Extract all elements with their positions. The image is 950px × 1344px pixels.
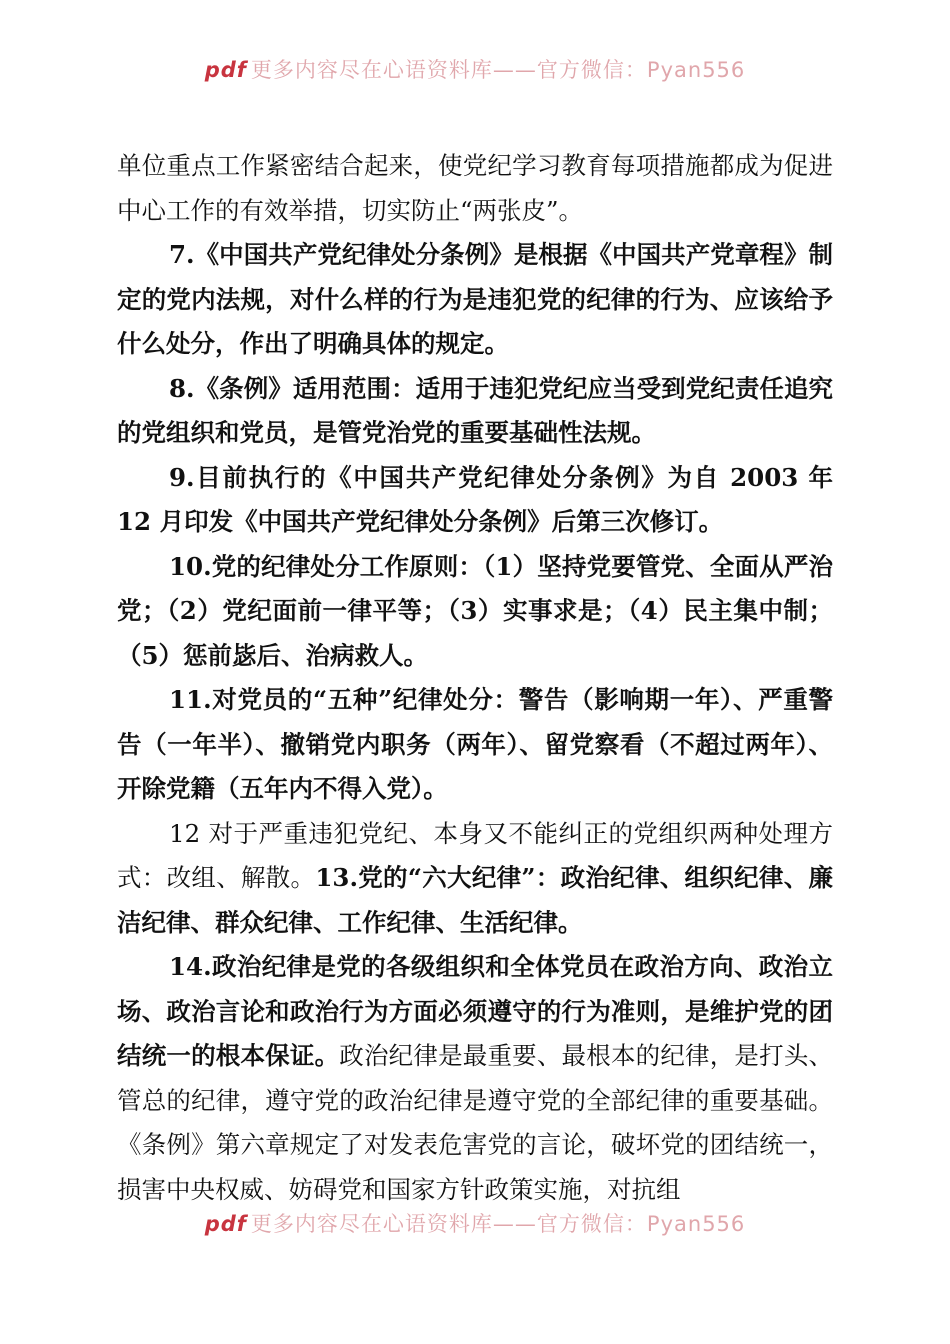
paragraph-item-10: 10.党的纪律处分工作原则：（1）坚持党要管党、全面从严治党；（2）党纪面前一律平等；（3）实事求是；（4）民主集中制；（5）惩前毖后、治病救人。 bbox=[117, 551, 833, 670]
paragraph-continued: 单位重点工作紧密结合起来，使党纪学习教育每项措施都成为促进中心工作的有效举措，切实防止“两张皮”。 bbox=[117, 151, 833, 225]
item-12-text: 12 对于严重违犯党纪、本身又不能纠正的党组织两种处理方式：改组、解散。 bbox=[117, 818, 833, 892]
footer-watermark bbox=[0, 1208, 950, 1248]
paragraph-item-8: 8.《条例》适用范围：适用于违犯党纪应当受到党纪责任追究的党组织和党员，是管党治党的重要基础性法规。 bbox=[117, 373, 833, 447]
item-14-bold-text: 14.政治纪律是党的各级组织和全体党员在政治方向、政治立场、政治言论和政治行为方面必须遵守的行为准则，是维护党的团结统一的根本保证。 bbox=[117, 952, 833, 1070]
paragraph-item-9: 9.目前执行的《中国共产党纪律处分条例》为自 2003 年 12 月印发《中国共产党纪律处分条例》后第三次修订。 bbox=[117, 462, 833, 536]
paragraph-item-7: 7.《中国共产党纪律处分条例》是根据《中国共产党章程》制定的党内法规，对什么样的行为是违犯党的纪律的行为、应该给予什么处分，作出了明确具体的规定。 bbox=[117, 240, 833, 358]
paragraph-item-11: 11.对党员的“五种”纪律处分：警告（影响期一年）、严重警告（一年半）、撤销党内职务（两年）、留党察看（不超过两年）、开除党籍（五年内不得入党）。 bbox=[117, 685, 833, 803]
pdf-logo-icon: pdf bbox=[204, 58, 247, 82]
item-13-text: 13.党的“六大纪律”：政治纪律、组织纪律、廉洁纪律、群众纪律、工作纪律、生活纪律。 bbox=[117, 863, 833, 937]
document-body bbox=[117, 144, 833, 1212]
item-14-normal-text: 政治纪律是最重要、最根本的纪律，是打头、管总的纪律，遵守党的政治纪律是遵守党的全部纪律的重要基础。《条例》第六章规定了对发表危害党的言论，破坏党的团结统一，损害中央权威、妨碍党和国家方针政策实施，对抗组 bbox=[117, 1041, 834, 1204]
watermark-text: 更多内容尽在心语资料库——官方微信：Pyan556 bbox=[250, 58, 746, 82]
paragraph-item-14 bbox=[117, 945, 833, 1212]
watermark-text: 更多内容尽在心语资料库——官方微信：Pyan556 bbox=[250, 1212, 746, 1236]
pdf-logo-icon: pdf bbox=[204, 1212, 247, 1236]
paragraph-item-12-13 bbox=[117, 812, 833, 946]
header-watermark bbox=[0, 54, 950, 94]
